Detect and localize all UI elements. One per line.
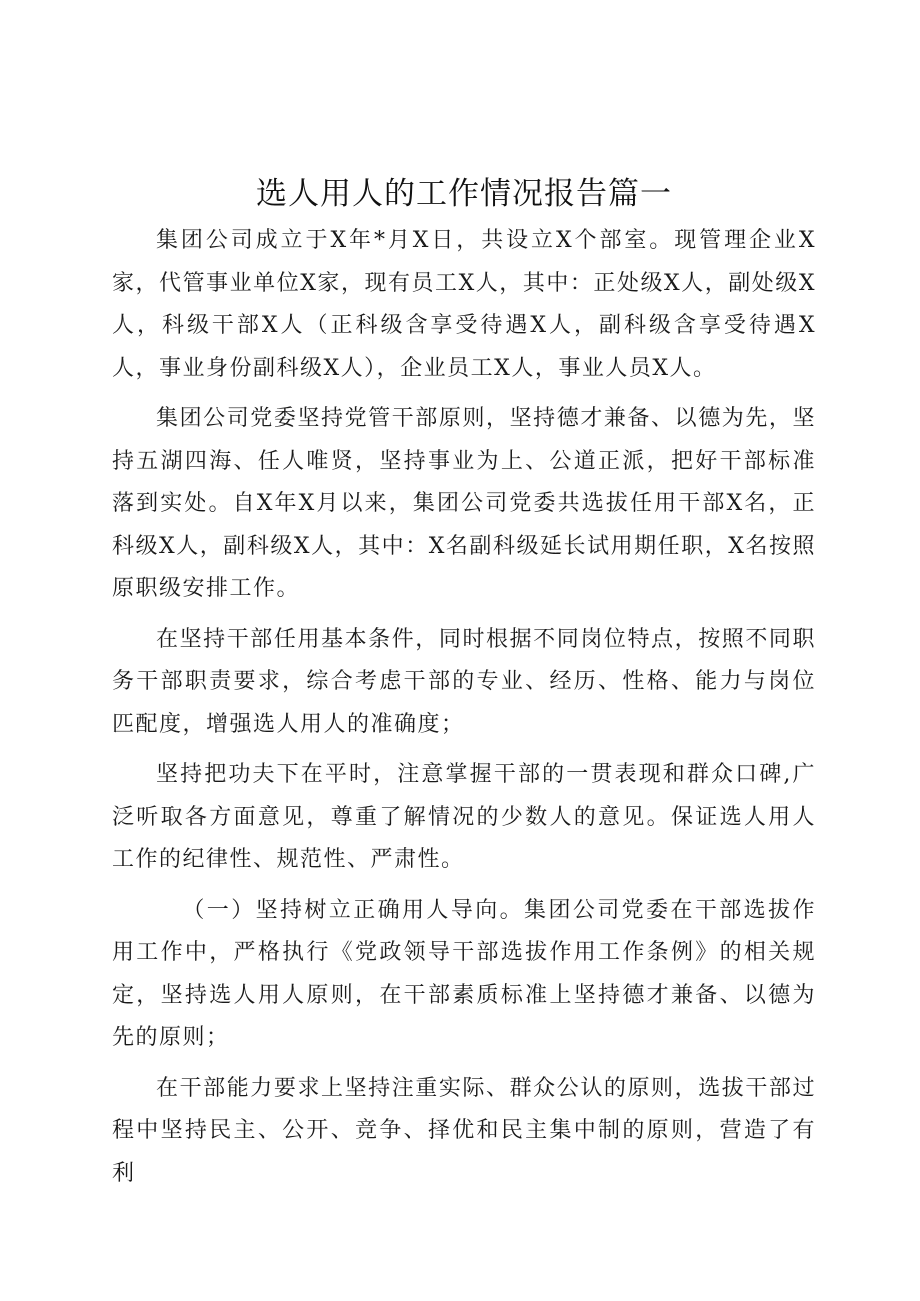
paragraph-ability-requirements: 在干部能力要求上坚持注重实际、群众公认的原则，选拔干部过程中坚持民主、公开、竞争、择优和民主集中制的原则，营造了有利	[112, 1075, 816, 1186]
paragraph-section-one: （一）坚持树立正确用人导向。集团公司党委在干部选拔作用工作中，严格执行《党政领导干部选拔作用工作条例》的相关规定，坚持选人用人原则，在干部素质标准上坚持德才兼备、以德为先的原则；	[112, 897, 816, 1050]
paragraph-daily-assessment: 坚持把功夫下在平时，注意掌握干部的一贯表现和群众口碑,广泛听取各方面意见，尊重了解情况的少数人的意见。保证选人用人工作的纪律性、规范性、严肃性。	[112, 762, 816, 872]
paragraph-appointment-conditions: 在坚持干部任用基本条件，同时根据不同岗位特点，按照不同职务干部职责要求，综合考虑干部的专业、经历、性格、能力与岗位匹配度，增强选人用人的准确度；	[112, 626, 816, 737]
paragraph-company-overview: 集团公司成立于X年*月X日，共设立X个部室。现管理企业X家，代管事业单位X家，现有员工X人，其中：正处级X人，副处级X人，科级干部X人（正科级含享受待遇X人，副科级含享受待遇X人，事业身份副科级X人），企业员工X人，事业人员X人。	[112, 228, 816, 381]
paragraph-party-principles: 集团公司党委坚持党管干部原则，坚持德才兼备、以德为先，坚持五湖四海、任人唯贤，坚持事业为上、公道正派，把好干部标准落到实处。自X年X月以来，集团公司党委共选拔任用干部X名，正科级X人，副科级X人，其中：X名副科级延长试用期任职，X名按照原职级安排工作。	[112, 406, 816, 601]
document-title: 选人用人的工作情况报告篇一	[256, 176, 672, 212]
